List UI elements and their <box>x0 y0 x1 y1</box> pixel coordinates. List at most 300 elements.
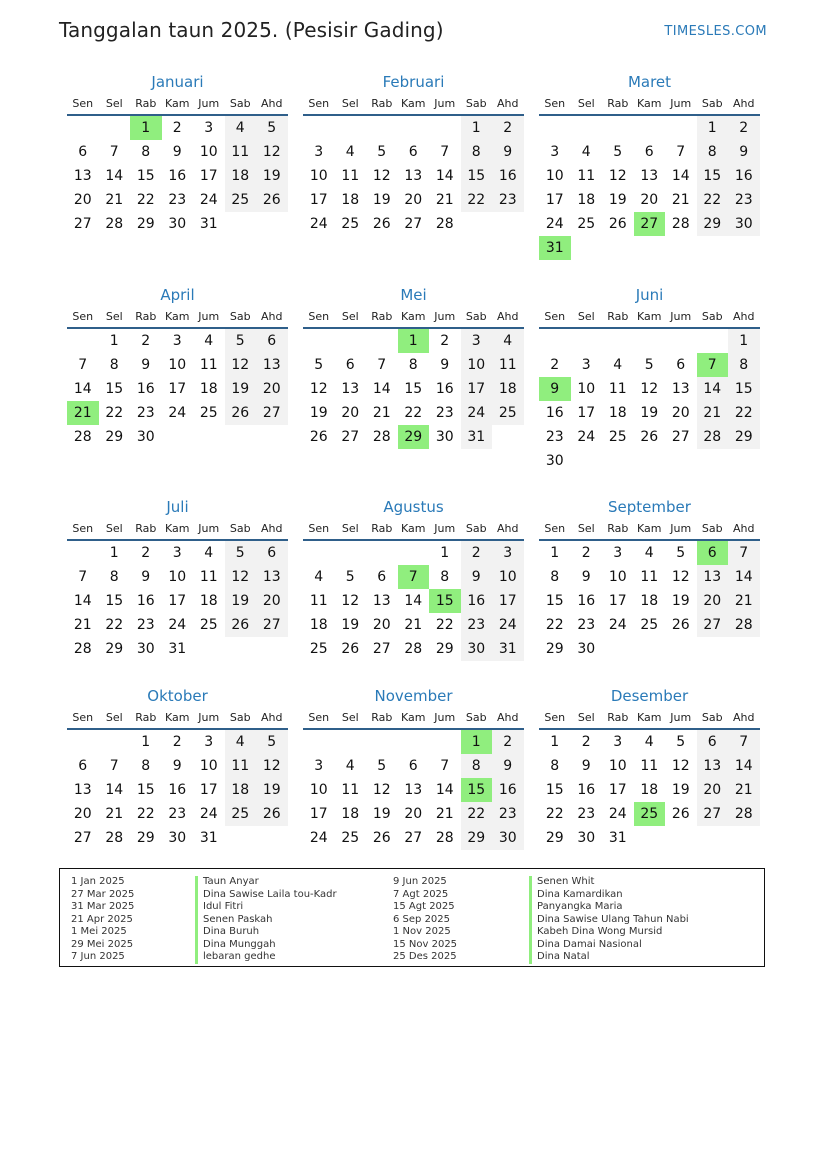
day-cell: 2 <box>581 545 591 561</box>
day-cell: 17 <box>492 589 524 613</box>
day-cell: 4 <box>581 144 591 160</box>
day-cell: 3 <box>314 758 324 774</box>
header-divider <box>539 327 760 329</box>
day-cell: 5 <box>256 116 288 140</box>
day-cell: 26 <box>309 429 328 445</box>
day-cell: 4 <box>204 545 214 561</box>
day-cell: 14 <box>671 168 690 184</box>
day-cell: 13 <box>256 565 288 589</box>
weekday-header <box>67 309 288 325</box>
day-cell: 13 <box>73 168 92 184</box>
day-cell: 9 <box>492 754 524 778</box>
day-cell: 17 <box>309 192 328 208</box>
day-cell: 9 <box>581 758 591 774</box>
weekday-label: Kam <box>637 522 662 535</box>
day-cell: 26 <box>256 802 288 826</box>
day-cell: 23 <box>136 405 155 421</box>
holiday-day-cell: 6 <box>697 541 729 565</box>
day-cell: 25 <box>199 405 218 421</box>
day-cell: 7 <box>440 758 450 774</box>
day-cell: 11 <box>199 357 218 373</box>
day-cell: 28 <box>728 802 760 826</box>
day-cell: 18 <box>640 782 659 798</box>
day-cell: 10 <box>309 168 328 184</box>
day-cell: 30 <box>461 637 493 661</box>
day-cell: 2 <box>550 357 560 373</box>
day-cell: 2 <box>492 116 524 140</box>
day-cell: 16 <box>136 593 155 609</box>
day-cell: 18 <box>225 164 257 188</box>
day-cell: 16 <box>577 782 596 798</box>
legend-holiday-name: Dina Sawise Ulang Tahun Nabi <box>529 914 689 927</box>
day-cell: 21 <box>435 192 454 208</box>
day-cell: 3 <box>461 329 493 353</box>
day-cell: 15 <box>728 377 760 401</box>
day-cell: 17 <box>199 168 218 184</box>
weekday-label: Ahd <box>733 522 755 535</box>
weekday-label: Sel <box>577 310 595 323</box>
weekday-label: Sab <box>701 711 723 724</box>
page-title: Tanggalan taun 2025. (Pesisir Gading) <box>59 18 444 42</box>
weekday-label: Kam <box>401 711 426 724</box>
day-cell: 28 <box>105 216 124 232</box>
day-cell: 27 <box>256 613 288 637</box>
day-cell: 8 <box>408 357 418 373</box>
day-cell: 1 <box>109 545 119 561</box>
day-cell: 22 <box>105 617 124 633</box>
weekday-label: Sel <box>577 97 595 110</box>
day-cell: 17 <box>608 782 627 798</box>
day-cell: 19 <box>225 377 257 401</box>
weekday-label: Ahd <box>261 97 283 110</box>
weekday-label: Jum <box>670 97 692 110</box>
day-cell: 18 <box>199 381 218 397</box>
day-cell: 19 <box>256 778 288 802</box>
weekday-label: Rab <box>607 97 629 110</box>
day-cell: 11 <box>492 353 524 377</box>
weekday-label: Sab <box>465 522 487 535</box>
legend-right-dates <box>393 876 457 964</box>
legend-holiday-name: Senen Whit <box>529 876 689 889</box>
legend-holiday-name: Senen Paskah <box>195 914 337 927</box>
day-cell: 16 <box>492 778 524 802</box>
day-cell: 2 <box>728 116 760 140</box>
day-cell: 13 <box>73 782 92 798</box>
day-cell: 18 <box>341 806 360 822</box>
holiday-day-cell: 7 <box>697 353 729 377</box>
weekday-label: Jum <box>198 97 220 110</box>
day-cell: 10 <box>309 782 328 798</box>
day-cell: 31 <box>461 425 493 449</box>
day-cell: 24 <box>168 405 187 421</box>
day-cell: 4 <box>644 545 654 561</box>
day-cell: 5 <box>676 545 686 561</box>
day-cell: 16 <box>168 168 187 184</box>
day-cell: 25 <box>341 830 360 846</box>
day-cell: 22 <box>404 405 423 421</box>
day-cell: 3 <box>613 545 623 561</box>
day-cell: 24 <box>168 617 187 633</box>
day-cell: 12 <box>640 381 659 397</box>
day-cell: 24 <box>545 216 564 232</box>
day-cell: 16 <box>545 405 564 421</box>
weekday-label: Kam <box>637 310 662 323</box>
day-cell: 14 <box>728 754 760 778</box>
month-name: September <box>608 498 691 516</box>
day-cell: 25 <box>577 216 596 232</box>
day-cell: 27 <box>256 401 288 425</box>
day-cell: 31 <box>608 830 627 846</box>
day-cell: 30 <box>136 429 155 445</box>
day-cell: 12 <box>225 353 257 377</box>
day-cell: 23 <box>728 188 760 212</box>
day-cell: 11 <box>309 593 328 609</box>
day-cell: 6 <box>78 758 88 774</box>
day-cell: 25 <box>492 401 524 425</box>
day-cell: 5 <box>644 357 654 373</box>
day-cell: 23 <box>435 405 454 421</box>
weekday-label: Sab <box>229 97 251 110</box>
weekday-header <box>539 710 760 726</box>
day-cell: 27 <box>671 429 690 445</box>
month-name: Juli <box>166 498 189 516</box>
weekday-label: Kam <box>165 522 190 535</box>
weekday-label: Ahd <box>261 522 283 535</box>
weekday-label: Ahd <box>261 310 283 323</box>
legend-date: 1 Mei 2025 <box>71 926 127 937</box>
day-cell: 4 <box>204 333 214 349</box>
day-cell: 3 <box>172 545 182 561</box>
weekday-label: Rab <box>607 522 629 535</box>
legend-holiday-name: Panyangka Maria <box>529 901 689 914</box>
day-cell: 17 <box>577 405 596 421</box>
day-cell: 25 <box>199 617 218 633</box>
day-cell: 4 <box>492 329 524 353</box>
day-cell: 13 <box>404 782 423 798</box>
day-cell: 30 <box>545 453 564 469</box>
weekday-header <box>539 521 760 537</box>
day-cell: 6 <box>345 357 355 373</box>
day-cell: 19 <box>671 593 690 609</box>
day-cell: 26 <box>671 806 690 822</box>
day-cell: 5 <box>256 730 288 754</box>
day-cell: 24 <box>461 401 493 425</box>
day-cell: 9 <box>461 565 493 589</box>
weekday-label: Ahd <box>261 711 283 724</box>
holiday-day-cell: 31 <box>539 236 571 260</box>
holiday-day-cell: 9 <box>539 377 571 401</box>
day-cell: 6 <box>408 758 418 774</box>
day-cell: 12 <box>671 758 690 774</box>
day-cell: 30 <box>728 212 760 236</box>
weekday-label: Sel <box>105 97 123 110</box>
day-cell: 30 <box>168 830 187 846</box>
legend-holiday-name: Dina Kamardikan <box>529 889 689 902</box>
weekday-header <box>303 96 524 112</box>
weekday-label: Jum <box>670 522 692 535</box>
day-cell: 11 <box>640 569 659 585</box>
weekday-label: Kam <box>637 97 662 110</box>
legend-date: 15 Nov 2025 <box>393 938 458 950</box>
legend-holiday-name: Dina Damai Nasional <box>529 939 689 952</box>
day-cell: 14 <box>435 782 454 798</box>
day-cell: 30 <box>136 641 155 657</box>
day-cell: 15 <box>404 381 423 397</box>
day-cell: 5 <box>377 144 387 160</box>
day-cell: 25 <box>341 216 360 232</box>
day-cell: 9 <box>172 758 182 774</box>
weekday-label: Kam <box>401 310 426 323</box>
day-cell: 7 <box>109 144 119 160</box>
day-cell: 20 <box>341 405 360 421</box>
day-cell: 13 <box>640 168 659 184</box>
day-cell: 11 <box>640 758 659 774</box>
day-cell: 27 <box>73 216 92 232</box>
day-cell: 14 <box>105 168 124 184</box>
day-cell: 21 <box>671 192 690 208</box>
day-cell: 14 <box>404 593 423 609</box>
weekday-label: Ahd <box>497 310 519 323</box>
day-cell: 28 <box>671 216 690 232</box>
legend-date: 31 Mar 2025 <box>71 901 135 912</box>
legend-date: 6 Sep 2025 <box>393 913 451 925</box>
weekday-label: Jum <box>670 310 692 323</box>
day-cell: 19 <box>256 164 288 188</box>
weekday-label: Jum <box>198 522 220 535</box>
day-cell: 21 <box>105 806 124 822</box>
weekday-label: Sel <box>341 310 359 323</box>
legend-holiday-name: lebaran gedhe <box>195 951 337 964</box>
weekday-label: Sel <box>105 711 123 724</box>
weekday-label: Sen <box>544 97 566 110</box>
day-cell: 17 <box>168 381 187 397</box>
day-cell: 18 <box>225 778 257 802</box>
day-cell: 20 <box>697 589 729 613</box>
day-cell: 8 <box>109 569 119 585</box>
day-cell: 28 <box>73 429 92 445</box>
legend-holiday-name: Kabeh Dina Wong Mursid <box>529 926 689 939</box>
holiday-day-cell: 29 <box>398 425 430 449</box>
day-cell: 8 <box>461 140 493 164</box>
day-cell: 12 <box>372 168 391 184</box>
day-cell: 1 <box>440 545 450 561</box>
brand-link[interactable]: TIMESLES.COM <box>664 24 767 39</box>
day-cell: 22 <box>461 188 493 212</box>
weekday-header <box>303 521 524 537</box>
weekday-label: Rab <box>371 97 393 110</box>
day-cell: 9 <box>141 357 151 373</box>
weekday-label: Sen <box>308 711 330 724</box>
day-cell: 20 <box>697 778 729 802</box>
day-cell: 6 <box>256 329 288 353</box>
weekday-label: Sen <box>544 310 566 323</box>
day-cell: 18 <box>309 617 328 633</box>
day-cell: 5 <box>613 144 623 160</box>
weekday-header <box>67 710 288 726</box>
day-cell: 27 <box>697 802 729 826</box>
weekday-label: Kam <box>165 97 190 110</box>
day-cell: 23 <box>492 188 524 212</box>
weekday-label: Sen <box>308 310 330 323</box>
day-cell: 23 <box>136 617 155 633</box>
day-cell: 13 <box>372 593 391 609</box>
day-cell: 9 <box>581 569 591 585</box>
day-cell: 10 <box>461 353 493 377</box>
weekday-label: Rab <box>371 522 393 535</box>
weekday-label: Jum <box>434 522 456 535</box>
weekday-label: Sen <box>72 711 94 724</box>
day-cell: 7 <box>377 357 387 373</box>
day-cell: 31 <box>492 637 524 661</box>
day-cell: 17 <box>608 593 627 609</box>
day-cell: 3 <box>492 541 524 565</box>
day-cell: 20 <box>640 192 659 208</box>
day-cell: 10 <box>608 569 627 585</box>
day-cell: 3 <box>581 357 591 373</box>
day-cell: 15 <box>461 164 493 188</box>
day-cell: 19 <box>640 405 659 421</box>
day-cell: 11 <box>608 381 627 397</box>
weekday-header <box>539 96 760 112</box>
day-cell: 3 <box>204 734 214 750</box>
day-cell: 26 <box>225 401 257 425</box>
day-cell: 20 <box>256 589 288 613</box>
weekday-label: Rab <box>371 310 393 323</box>
weekday-label: Sel <box>577 522 595 535</box>
day-cell: 3 <box>172 333 182 349</box>
day-cell: 6 <box>78 144 88 160</box>
day-cell: 4 <box>345 144 355 160</box>
day-cell: 12 <box>256 140 288 164</box>
day-cell: 22 <box>545 617 564 633</box>
month-name: Maret <box>627 73 672 91</box>
day-cell: 26 <box>608 216 627 232</box>
day-cell: 13 <box>404 168 423 184</box>
day-cell: 19 <box>671 782 690 798</box>
day-cell: 4 <box>225 116 257 140</box>
legend-date: 1 Jan 2025 <box>71 876 125 887</box>
day-cell: 21 <box>404 617 423 633</box>
day-cell: 1 <box>550 545 560 561</box>
day-cell: 31 <box>199 830 218 846</box>
day-cell: 21 <box>372 405 391 421</box>
weekday-label: Sab <box>465 711 487 724</box>
day-cell: 15 <box>136 782 155 798</box>
day-cell: 20 <box>73 192 92 208</box>
day-cell: 5 <box>377 758 387 774</box>
weekday-label: Jum <box>198 310 220 323</box>
day-cell: 25 <box>309 641 328 657</box>
day-cell: 11 <box>341 782 360 798</box>
day-cell: 7 <box>728 730 760 754</box>
day-cell: 10 <box>577 381 596 397</box>
day-cell: 29 <box>728 425 760 449</box>
day-cell: 18 <box>640 593 659 609</box>
day-cell: 29 <box>545 641 564 657</box>
day-cell: 1 <box>550 734 560 750</box>
day-cell: 29 <box>136 830 155 846</box>
day-cell: 9 <box>141 569 151 585</box>
month-name: Desember <box>610 687 689 705</box>
weekday-label: Kam <box>401 97 426 110</box>
weekday-label: Rab <box>135 97 157 110</box>
weekday-label: Ahd <box>497 97 519 110</box>
day-cell: 26 <box>256 188 288 212</box>
day-cell: 21 <box>73 617 92 633</box>
weekday-label: Sen <box>72 522 94 535</box>
legend-date: 7 Agt 2025 <box>393 888 449 900</box>
day-cell: 13 <box>256 353 288 377</box>
day-cell: 29 <box>136 216 155 232</box>
day-cell: 21 <box>728 778 760 802</box>
weekday-header <box>67 96 288 112</box>
day-cell: 7 <box>78 357 88 373</box>
day-cell: 19 <box>309 405 328 421</box>
day-cell: 10 <box>168 357 187 373</box>
day-cell: 19 <box>372 192 391 208</box>
day-cell: 15 <box>136 168 155 184</box>
day-cell: 22 <box>435 617 454 633</box>
legend-holiday-name: Dina Munggah <box>195 939 337 952</box>
day-cell: 30 <box>435 429 454 445</box>
day-cell: 15 <box>545 782 564 798</box>
weekday-label: Jum <box>198 711 220 724</box>
day-cell: 12 <box>225 565 257 589</box>
day-cell: 27 <box>404 216 423 232</box>
day-cell: 24 <box>608 806 627 822</box>
weekday-label: Ahd <box>733 97 755 110</box>
day-cell: 18 <box>608 405 627 421</box>
day-cell: 14 <box>435 168 454 184</box>
day-cell: 21 <box>697 401 729 425</box>
legend-date: 1 Nov 2025 <box>393 926 451 937</box>
month-name: November <box>374 687 453 705</box>
day-cell: 20 <box>404 806 423 822</box>
day-cell: 17 <box>461 377 493 401</box>
weekday-label: Rab <box>135 522 157 535</box>
day-cell: 9 <box>440 357 450 373</box>
day-cell: 27 <box>697 613 729 637</box>
weekday-label: Sel <box>105 310 123 323</box>
day-cell: 7 <box>676 144 686 160</box>
day-cell: 27 <box>404 830 423 846</box>
day-cell: 4 <box>644 734 654 750</box>
day-cell: 29 <box>435 641 454 657</box>
day-cell: 17 <box>545 192 564 208</box>
day-cell: 8 <box>141 144 151 160</box>
day-cell: 19 <box>372 806 391 822</box>
day-cell: 9 <box>728 140 760 164</box>
day-cell: 8 <box>550 569 560 585</box>
weekday-label: Sab <box>701 310 723 323</box>
day-cell: 12 <box>608 168 627 184</box>
day-cell: 16 <box>435 381 454 397</box>
day-cell: 8 <box>697 140 729 164</box>
weekday-label: Rab <box>135 711 157 724</box>
day-cell: 14 <box>372 381 391 397</box>
day-cell: 6 <box>676 357 686 373</box>
day-cell: 24 <box>199 806 218 822</box>
day-cell: 21 <box>728 589 760 613</box>
day-cell: 28 <box>697 425 729 449</box>
day-cell: 21 <box>435 806 454 822</box>
day-cell: 26 <box>372 830 391 846</box>
day-cell: 1 <box>109 333 119 349</box>
day-cell: 24 <box>577 429 596 445</box>
day-cell: 10 <box>199 144 218 160</box>
day-cell: 22 <box>136 192 155 208</box>
legend-holiday-name: Taun Anyar <box>195 876 337 889</box>
